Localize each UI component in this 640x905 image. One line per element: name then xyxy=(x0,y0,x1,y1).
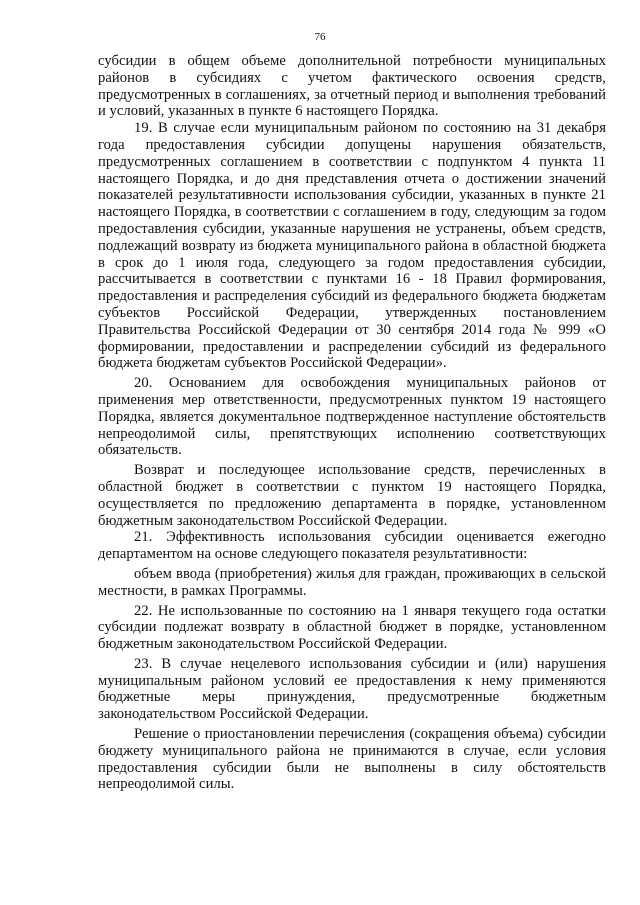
paragraph-item-22: 22. Не использованные по состоянию на 1 января текущего года остатки субсидии подлежат возврату в областной бюджет в порядке, установленном бюджетным законодательством Российской Федерации. xyxy=(98,602,606,653)
paragraph-item-23: 23. В случае нецелевого использования субсидии и (или) нарушения муниципальным районом условий ее предоставления к нему применяются бюджетные меры принуждения, предусмотренные бюджетным законодательством Российской Федерации. xyxy=(98,655,606,723)
paragraph-continuation: субсидии в общем объеме дополнительной потребности муниципальных районов в субсидиях с учетом фактического освоения средств, предусмотренных в соглашениях, за отчетный период и выполнения требований и условий, указанных в пункте 6 настоящего Порядка. xyxy=(98,53,606,120)
paragraph-item-21: 21. Эффективность использования субсидии оценивается ежегодно департаментом на основе следующего показателя результативности: xyxy=(98,529,606,563)
page-number: 76 xyxy=(314,31,326,43)
paragraph-item-20: 20. Основанием для освобождения муниципальных районов от применения мер ответственности, предусмотренных пунктом 19 настоящего Порядка, является документальное подтвержденное наступление обстоятельств непреодолимой силы, препятствующих исполнению соответствующих обязательств. xyxy=(98,375,606,459)
paragraph-item-19: 19. В случае если муниципальным районом по состоянию на 31 декабря года предоставления субсидии допущены нарушения обязательств, предусмотренных соглашением в соответствии с подпунктом 4 пункта 11 настоящего Порядка, и до дня представления отчета о достижении значений показателей результативности использования субсидии, указанных в пункте 21 настоящего Порядка, в соответствии с соглашением в году, следующим за годом предоставления субсидии, указанные нарушения не устранены, объем средств, подлежащий возврату из бюджета муниципального района в областной бюджета в срок до 1 июля года, следующего за годом предоставления субсидии, рассчитывается в соответствии с пунктами 16 - 18 Правил формирования, предоставления и распределения субсидий из федерального бюджета бюджетам субъектов Российской Федерации, утвержденных постановлением Правительства Российской Федерации от 30 сентября 2014 года № 999 «О формировании, предоставлении и распределении субсидий из федерального бюджета бюджетам субъектов Российской Федерации». xyxy=(98,120,606,372)
paragraph-indicator: объем ввода (приобретения) жилья для граждан, проживающих в сельской местности, в рамках Программы. xyxy=(98,565,606,599)
paragraph-refund: Возврат и последующее использование средств, перечисленных в областной бюджет в соответствии с пунктом 19 настоящего Порядка, осуществляется по предложению департамента в порядке, установленном бюджетным законодательством Российской Федерации. xyxy=(98,462,606,529)
paragraph-decision: Решение о приостановлении перечисления (сокращения объема) субсидии бюджету муниципального района не принимаются в случае, если условия предоставления субсидии были не выполнены в силу обстоятельств непреодолимой силы. xyxy=(98,726,606,793)
document-body xyxy=(98,53,606,793)
